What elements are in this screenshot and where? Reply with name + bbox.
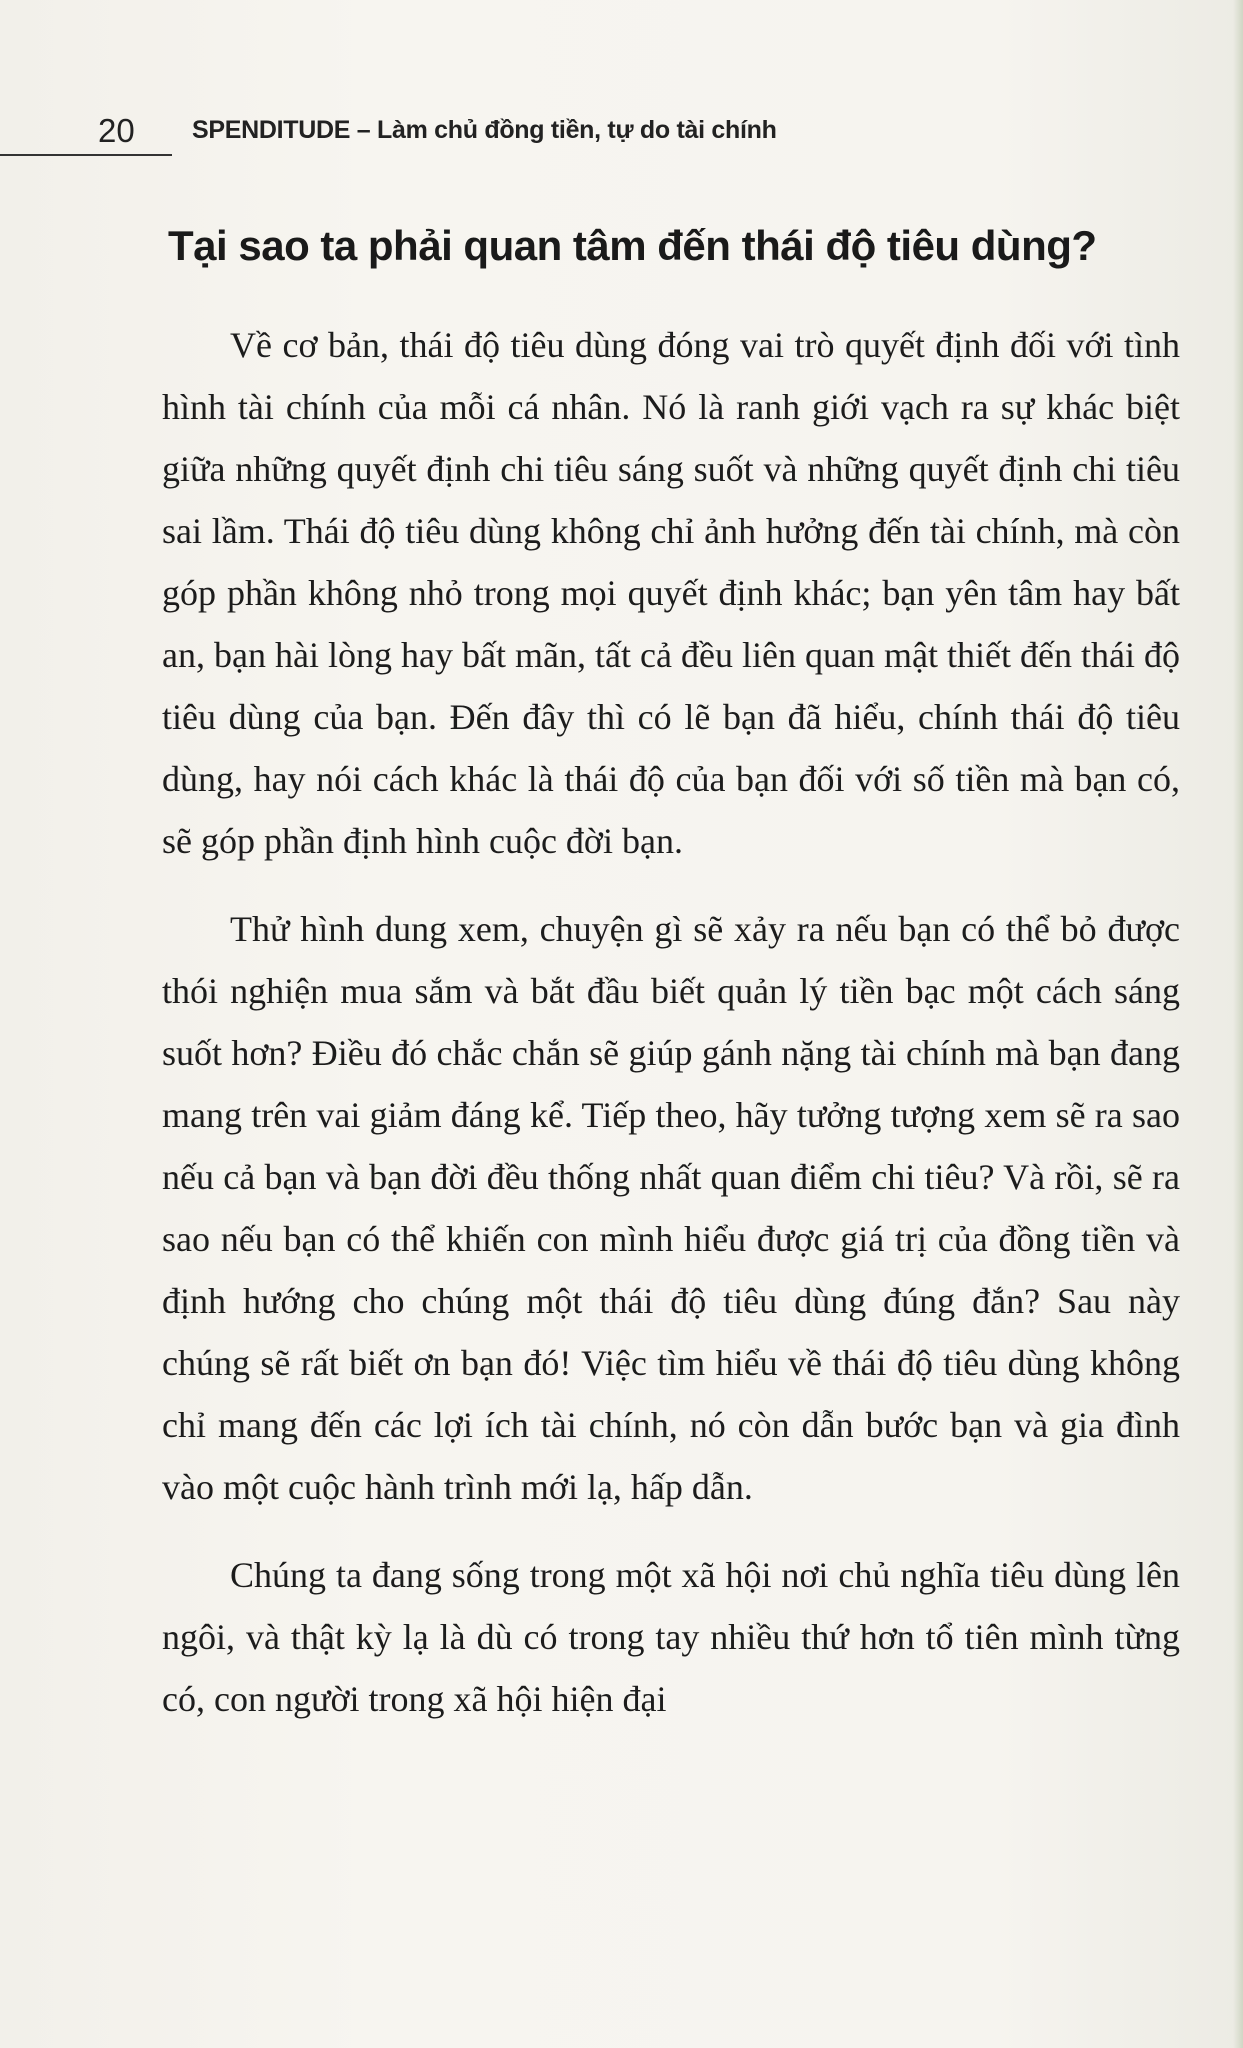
body-text <box>162 314 1180 1756</box>
paragraph-1: Về cơ bản, thái độ tiêu dùng đóng vai trò quyết định đối với tình hình tài chính của mỗi cá nhân. Nó là ranh giới vạch ra sự khác biệt giữa những quyết định chi tiêu sáng suốt và những quyết định chi tiêu sai lầm. Thái độ tiêu dùng không chỉ ảnh hưởng đến tài chính, mà còn góp phần không nhỏ trong mọi quyết định khác; bạn yên tâm hay bất an, bạn hài lòng hay bất mãn, tất cả đều liên quan mật thiết đến thái độ tiêu dùng của bạn. Đến đây thì có lẽ bạn đã hiểu, chính thái độ tiêu dùng, hay nói cách khác là thái độ của bạn đối với số tiền mà bạn có, sẽ góp phần định hình cuộc đời bạn. <box>162 325 1180 861</box>
paragraph-2: Thử hình dung xem, chuyện gì sẽ xảy ra nếu bạn có thể bỏ được thói nghiện mua sắm và bắt đầu biết quản lý tiền bạc một cách sáng suốt hơn? Điều đó chắc chắn sẽ giúp gánh nặng tài chính mà bạn đang mang trên vai giảm đáng kể. Tiếp theo, hãy tưởng tượng xem sẽ ra sao nếu cả bạn và bạn đời đều thống nhất quan điểm chi tiêu? Và rồi, sẽ ra sao nếu bạn có thể khiến con mình hiểu được giá trị của đồng tiền và định hướng cho chúng một thái độ tiêu dùng đúng đắn? Sau này chúng sẽ rất biết ơn bạn đó! Việc tìm hiểu về thái độ tiêu dùng không chỉ mang đến các lợi ích tài chính, nó còn dẫn bước bạn và gia đình vào một cuộc hành trình mới lạ, hấp dẫn. <box>162 909 1180 1507</box>
header-rule <box>0 154 172 156</box>
paragraph-3: Chúng ta đang sống trong một xã hội nơi chủ nghĩa tiêu dùng lên ngôi, và thật kỳ lạ là dù có trong tay nhiều thứ hơn tổ tiên mình từng có, con người trong xã hội hiện đại <box>162 1555 1180 1719</box>
running-title: SPENDITUDE – Làm chủ đồng tiền, tự do tài chính <box>192 116 777 144</box>
section-heading: Tại sao ta phải quan tâm đến thái độ tiêu dùng? <box>168 222 1097 269</box>
page-edge-shadow <box>1233 0 1243 2048</box>
page-header <box>0 108 1243 168</box>
page-number: 20 <box>98 112 135 149</box>
